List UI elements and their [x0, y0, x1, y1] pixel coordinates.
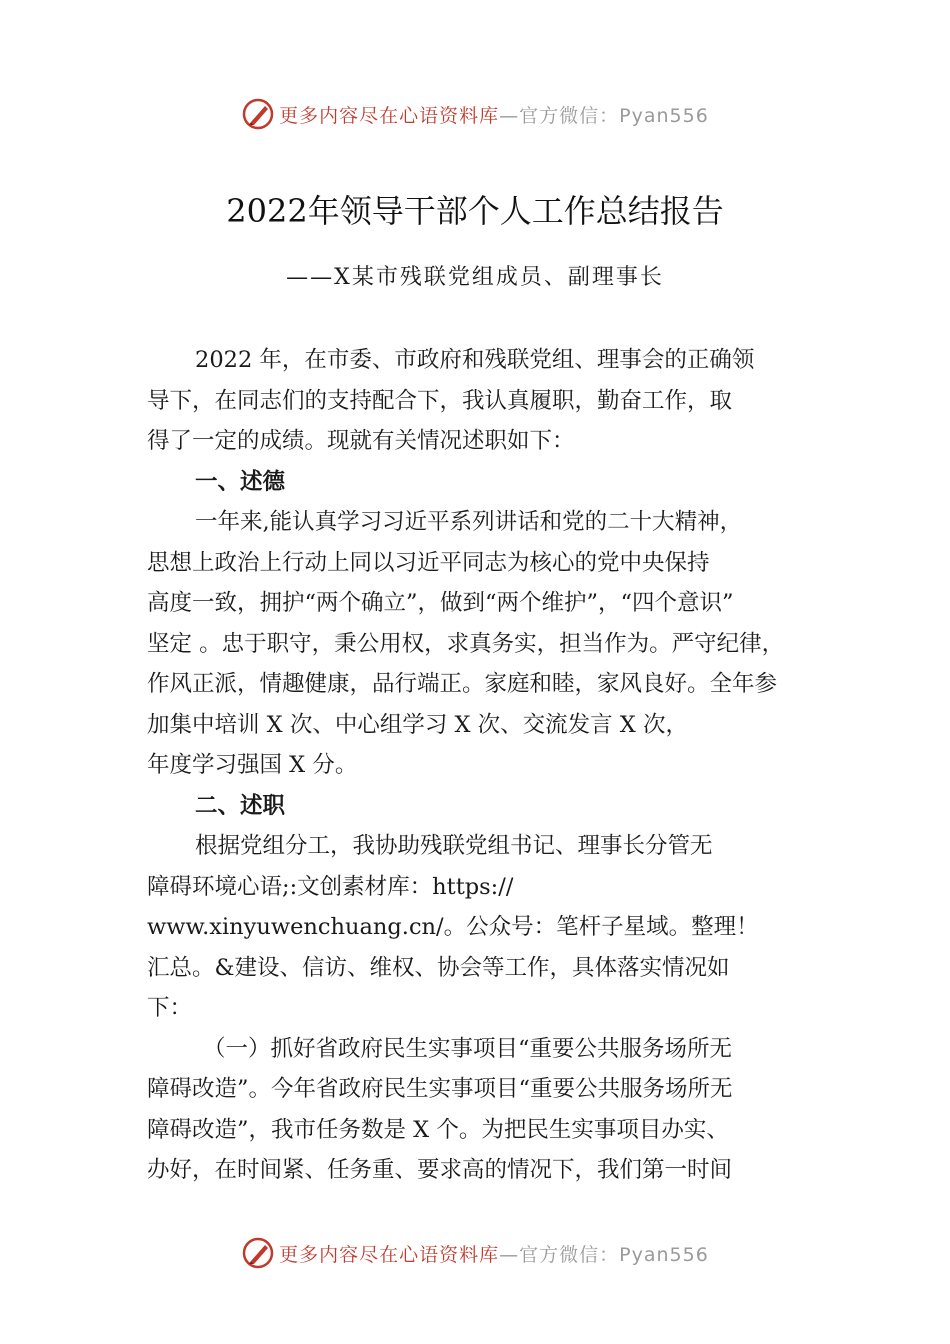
body-line: 坚定 。忠于职守，秉公用权，求真务实，担当作为。严守纪律，	[147, 630, 785, 657]
body-line: 障碍改造”。今年省政府民生实事项目“重要公共服务场所无	[147, 1076, 733, 1102]
body-line: 作风正派，情趣健康，品行端正。家庭和睦，家风良好。全年参	[147, 671, 778, 697]
body-line: 导下，在同志们的支持配合下，我认真履职，勤奋工作，取	[147, 387, 733, 414]
body-line: 汇总。&建设、信访、维权、协会等工作，具体落实情况如	[147, 954, 730, 981]
section-heading-duty: 二、述职	[195, 792, 286, 819]
body-line: 思想上政治上行动上同以习近平同志为核心的党中央保持	[147, 549, 710, 576]
body-line: 得了一定的成绩。现就有关情况述职如下：	[147, 428, 575, 454]
subsection-heading: （一）抓好省政府民生实事项目“重要公共服务场所无	[203, 1035, 733, 1062]
footer-watermark-banner	[0, 1233, 950, 1273]
body-line: 下：	[147, 995, 193, 1021]
header-watermark-banner	[0, 94, 950, 134]
body-line: www.xinyuwenchuang.cn/。公众号：笔杆子星域。整理！	[147, 914, 759, 940]
document-title: 2022年领导干部个人工作总结报告	[226, 192, 724, 230]
body-line: 高度一致，拥护“两个确立”，做到“两个维护”，“四个意识”	[147, 590, 734, 616]
section-heading-moral: 一、述德	[195, 468, 286, 495]
banner-red-text: 更多内容尽在心语资料库	[279, 1243, 500, 1266]
body-line: 障碍环境心语;:文创素材库：https://	[147, 873, 514, 900]
banner-gray-text: —官方微信：Pyan556	[499, 1243, 709, 1266]
body-line: 根据党组分工，我协助残联党组书记、理事长分管无	[195, 833, 713, 859]
body-line: 障碍改造”，我市任务数是 X 个。为把民生实事项目办实、	[147, 1116, 729, 1143]
document-subtitle: ——X某市残联党组成员、副理事长	[286, 265, 664, 290]
pen-logo-icon	[241, 97, 275, 131]
body-line: 2022 年，在市委、市政府和残联党组、理事会的正确领	[195, 347, 755, 373]
body-line: 年度学习强国 X 分。	[147, 752, 358, 778]
banner-gray-text: —官方微信：Pyan556	[499, 104, 709, 127]
pen-logo-icon	[241, 1236, 275, 1270]
body-line: 加集中培训 X 次、中心组学习 X 次、交流发言 X 次，	[147, 711, 688, 738]
body-line: 一年来,能认真学习习近平系列讲话和党的二十大精神，	[195, 509, 743, 535]
banner-red-text: 更多内容尽在心语资料库	[279, 104, 500, 127]
body-line: 办好，在时间紧、任务重、要求高的情况下，我们第一时间	[147, 1157, 733, 1183]
document-body	[147, 340, 827, 1191]
